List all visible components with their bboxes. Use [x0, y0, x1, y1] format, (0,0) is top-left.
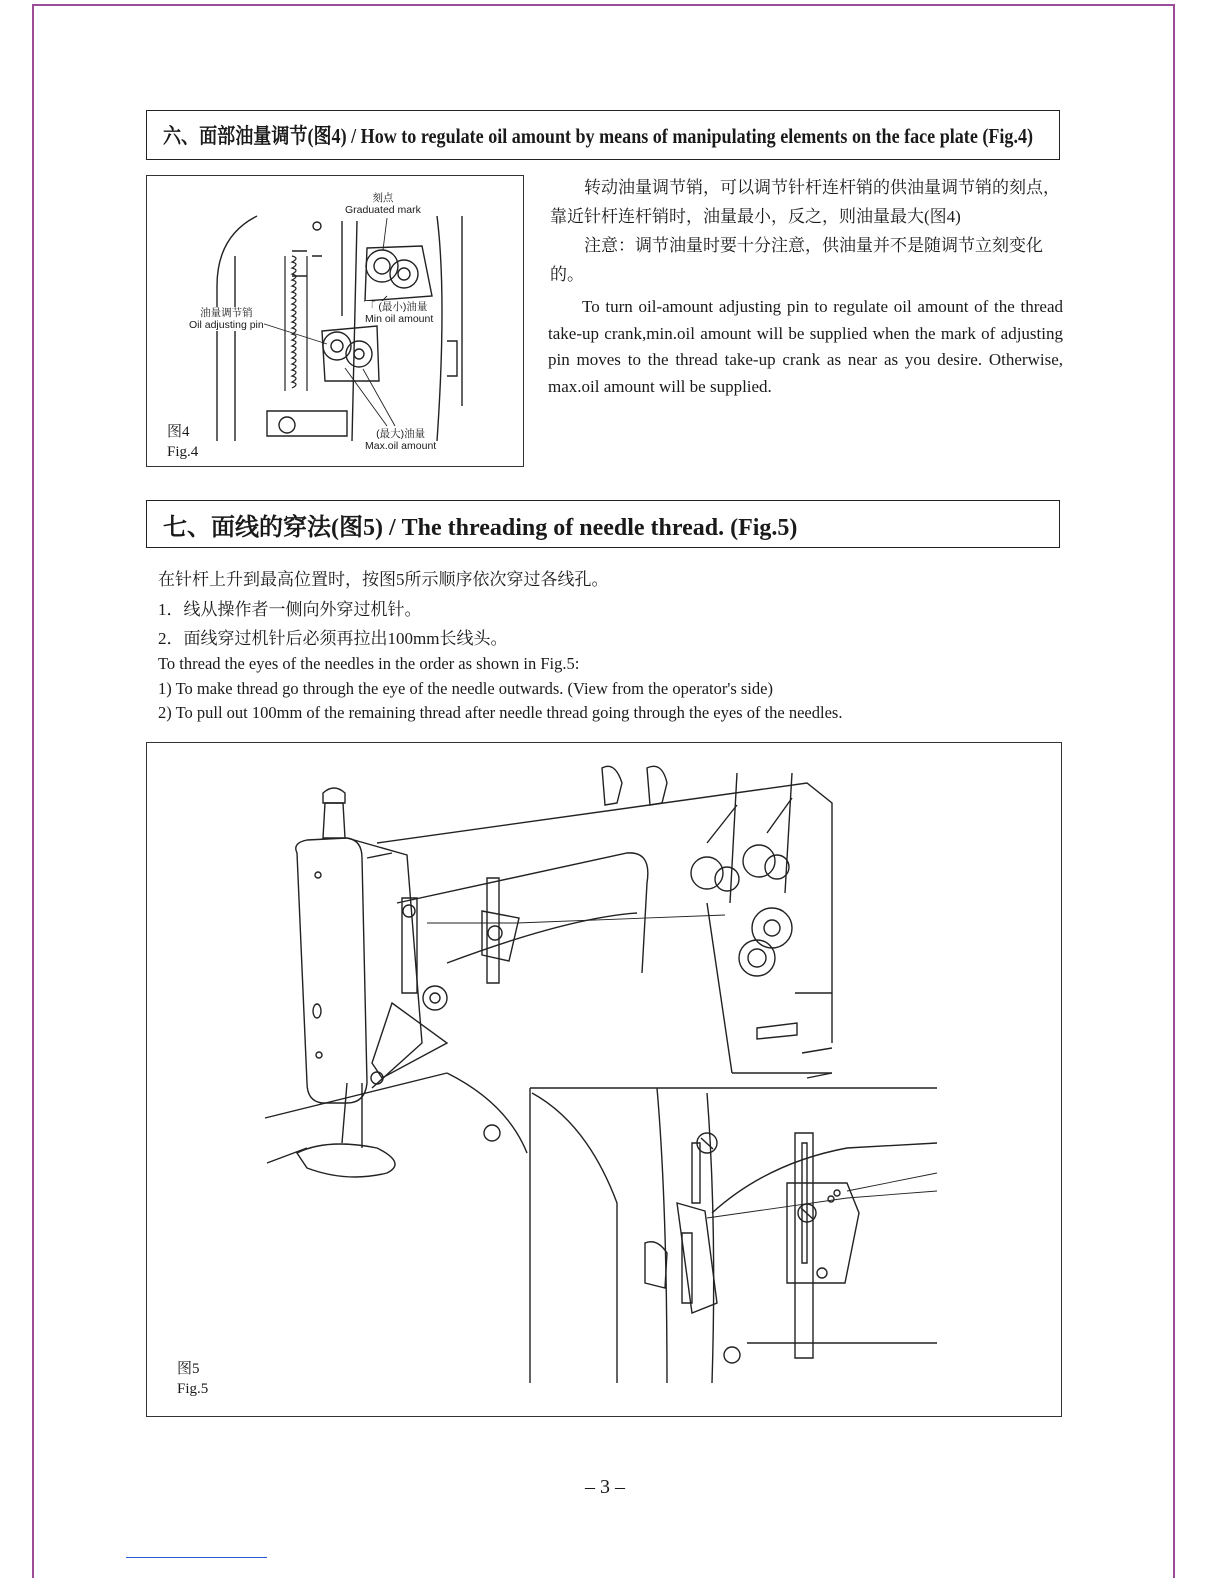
- section-heading-text: 六、面部油量调节(图4) / How to regulate oil amount by means of manipulating elements on the face plate (Fig.4): [163, 124, 1034, 148]
- figure-4-caption: 图4 Fig.4: [167, 424, 199, 460]
- oil-regulation-en-text: To turn oil-amount adjusting pin to regulate oil amount of the thread take-up crank,min.oil amount will be supplied when the mark of adjusting pin moves to the thread take-up crank as near as you desire. Otherwise, max.oil amount will be supplied.: [548, 297, 1063, 396]
- threading-en-line-3: 2) To pull out 100mm of the remaining thread after needle thread going through the eyes of the needles.: [158, 703, 843, 722]
- figure-5-caption: 图5 Fig.5: [177, 1361, 209, 1397]
- figure-4-oil-adjustment: [146, 175, 524, 467]
- page-number: – 3 –: [585, 1476, 625, 1498]
- oil-regulation-cn-text-1: 转动油量调节销，可以调节针杆连杆销的供油量调节销的刻点，靠近针杆连杆销时，油量最小，反之，则油量最大(图4): [550, 178, 1060, 226]
- section-heading-threading: [146, 500, 1060, 548]
- figure-5-threading: [146, 742, 1062, 1417]
- bottom-link-line: [126, 1557, 267, 1558]
- section-heading-oil-regulation: [146, 110, 1060, 160]
- section-heading-text: 七、面线的穿法(图5) / The threading of needle thread. (Fig.5): [163, 514, 798, 541]
- label-max-oil-amount: (最大)油量 Max.oil amount: [365, 428, 437, 452]
- threading-en-line-2: 1) To make thread go through the eye of the needle outwards. (View from the operator's side): [158, 679, 773, 698]
- threading-cn-line-3: 2．面线穿过机针后必须再拉出100mm长线头。: [158, 629, 508, 648]
- figure-5-drawing: [147, 743, 1063, 1418]
- label-min-oil-amount: 「 (最小)油量 Min oil amount: [365, 301, 434, 325]
- threading-en-line-1: To thread the eyes of the needles in the order as shown in Fig.5:: [158, 654, 580, 673]
- threading-cn-line-1: 在针杆上升到最高位置时，按图5所示顺序依次穿过各线孔。: [158, 570, 609, 589]
- oil-regulation-cn-text-2: 注意：调节油量时要十分注意，供油量并不是随调节立刻变化的。: [550, 236, 1043, 284]
- label-graduated-mark: 刻点 Graduated mark: [345, 192, 421, 216]
- threading-cn-line-2: 1．线从操作者一侧向外穿过机针。: [158, 600, 422, 619]
- label-oil-adjusting-pin: 油量调节销 Oil adjusting pin: [189, 307, 264, 331]
